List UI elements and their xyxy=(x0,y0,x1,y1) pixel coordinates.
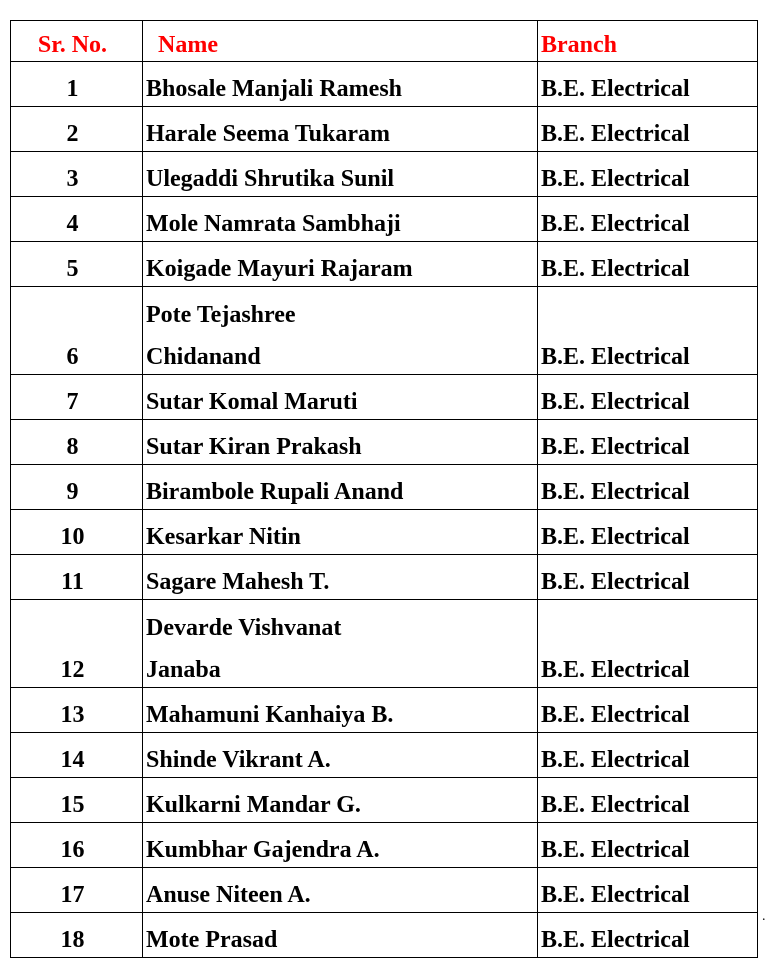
branch-cell: B.E. Electrical xyxy=(538,733,758,778)
branch-cell: B.E. Electrical xyxy=(538,510,758,555)
name-line: Mote Prasad xyxy=(146,927,278,953)
name-cell xyxy=(143,733,538,778)
name-cell xyxy=(143,152,538,197)
name-line: Sutar Komal Maruti xyxy=(146,389,358,415)
name-cell xyxy=(143,375,538,420)
table-row xyxy=(11,107,758,152)
branch-cell: B.E. Electrical xyxy=(538,420,758,465)
name-line: Kesarkar Nitin xyxy=(146,524,301,550)
header-sr-no: Sr. No. xyxy=(11,21,143,62)
sr-no-cell: 14 xyxy=(11,733,143,778)
table-row xyxy=(11,688,758,733)
table-row xyxy=(11,420,758,465)
sr-no-cell: 4 xyxy=(11,197,143,242)
sr-no-cell: 10 xyxy=(11,510,143,555)
header-name: Name xyxy=(143,21,538,62)
name-line: Birambole Rupali Anand xyxy=(146,479,404,505)
header-row xyxy=(11,21,758,62)
name-line: Mahamuni Kanhaiya B. xyxy=(146,702,394,728)
name-line: Anuse Niteen A. xyxy=(146,882,311,908)
branch-cell: B.E. Electrical xyxy=(538,688,758,733)
table-row xyxy=(11,287,758,375)
trailing-mark: . xyxy=(762,909,766,924)
table-row xyxy=(11,375,758,420)
name-cell xyxy=(143,600,538,688)
sr-no-cell: 5 xyxy=(11,242,143,287)
sr-no-cell: 17 xyxy=(11,868,143,913)
table-body xyxy=(11,62,758,958)
branch-cell: B.E. Electrical xyxy=(538,868,758,913)
table-row xyxy=(11,62,758,107)
sr-no-cell: 15 xyxy=(11,778,143,823)
branch-cell: B.E. Electrical xyxy=(538,600,758,688)
name-cell xyxy=(143,688,538,733)
table-row xyxy=(11,465,758,510)
sr-no-cell: 2 xyxy=(11,107,143,152)
table-row xyxy=(11,823,758,868)
table-row xyxy=(11,868,758,913)
header-branch: Branch xyxy=(538,21,758,62)
sr-no-cell: 7 xyxy=(11,375,143,420)
branch-cell: B.E. Electrical xyxy=(538,778,758,823)
branch-cell: B.E. Electrical xyxy=(538,242,758,287)
name-line: Sagare Mahesh T. xyxy=(146,569,330,595)
name-cell xyxy=(143,242,538,287)
branch-cell: B.E. Electrical xyxy=(538,152,758,197)
sr-no-cell: 11 xyxy=(11,555,143,600)
name-cell xyxy=(143,555,538,600)
branch-cell: B.E. Electrical xyxy=(538,555,758,600)
name-cell xyxy=(143,62,538,107)
name-line: Shinde Vikrant A. xyxy=(146,747,331,773)
name-line: Koigade Mayuri Rajaram xyxy=(146,256,413,282)
branch-cell: B.E. Electrical xyxy=(538,375,758,420)
table-row xyxy=(11,600,758,688)
name-cell xyxy=(143,823,538,868)
table-row xyxy=(11,778,758,823)
sr-no-cell: 16 xyxy=(11,823,143,868)
name-line: Devarde Vishvanat xyxy=(146,615,342,641)
sr-no-cell: 9 xyxy=(11,465,143,510)
name-line: Chidanand xyxy=(146,344,261,370)
name-cell xyxy=(143,510,538,555)
branch-cell: B.E. Electrical xyxy=(538,107,758,152)
sr-no-cell: 1 xyxy=(11,62,143,107)
branch-cell: B.E. Electrical xyxy=(538,465,758,510)
name-cell xyxy=(143,465,538,510)
table-header xyxy=(11,21,758,62)
sr-no-cell: 18 xyxy=(11,913,143,958)
branch-cell: B.E. Electrical xyxy=(538,197,758,242)
sr-no-cell: 6 xyxy=(11,287,143,375)
table-row xyxy=(11,197,758,242)
name-line: Bhosale Manjali Ramesh xyxy=(146,76,403,102)
name-line: Kulkarni Mandar G. xyxy=(146,792,361,818)
name-cell xyxy=(143,913,538,958)
name-cell xyxy=(143,197,538,242)
table-row xyxy=(11,510,758,555)
name-cell xyxy=(143,107,538,152)
sr-no-cell: 3 xyxy=(11,152,143,197)
student-roster-table xyxy=(10,20,758,958)
name-line: Ulegaddi Shrutika Sunil xyxy=(146,166,395,192)
name-line: Mole Namrata Sambhaji xyxy=(146,211,401,237)
name-cell xyxy=(143,778,538,823)
table-row xyxy=(11,555,758,600)
sr-no-cell: 13 xyxy=(11,688,143,733)
sr-no-cell: 8 xyxy=(11,420,143,465)
table-row xyxy=(11,242,758,287)
table-row xyxy=(11,733,758,778)
name-line: Harale Seema Tukaram xyxy=(146,121,390,147)
name-cell xyxy=(143,868,538,913)
name-line: Janaba xyxy=(146,657,221,683)
table-row xyxy=(11,152,758,197)
name-line: Kumbhar Gajendra A. xyxy=(146,837,380,863)
name-line: Pote Tejashree xyxy=(146,302,296,328)
name-cell xyxy=(143,420,538,465)
sr-no-cell: 12 xyxy=(11,600,143,688)
branch-cell: B.E. Electrical xyxy=(538,823,758,868)
branch-cell: B.E. Electrical xyxy=(538,287,758,375)
table-row xyxy=(11,913,758,958)
branch-cell: B.E. Electrical xyxy=(538,913,758,958)
name-line: Sutar Kiran Prakash xyxy=(146,434,362,460)
branch-cell: B.E. Electrical xyxy=(538,62,758,107)
name-cell xyxy=(143,287,538,375)
